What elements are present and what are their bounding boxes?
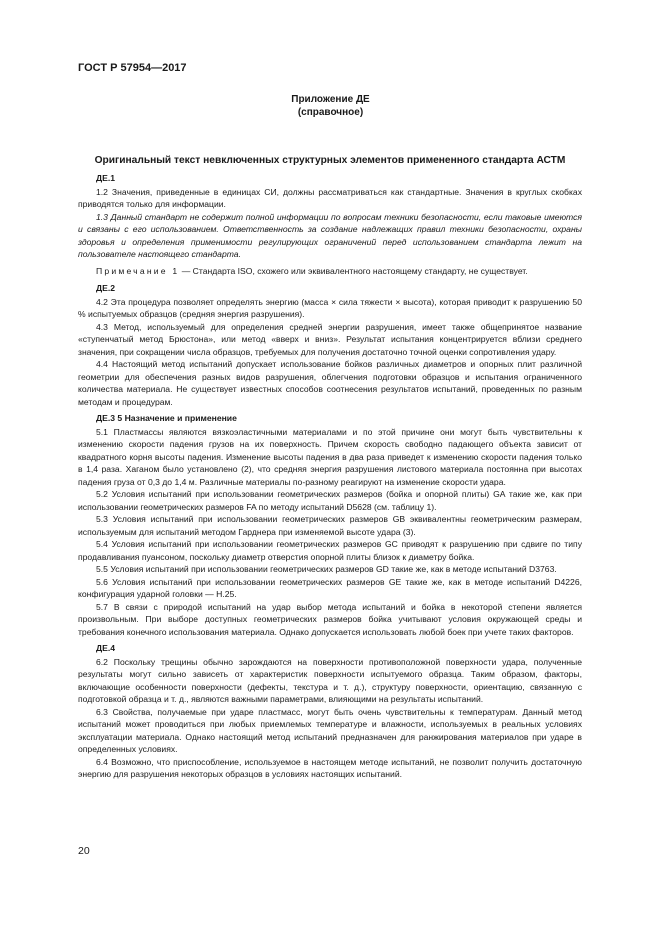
paragraph: 5.6 Условия испытаний при использовании геометрических размеров GE такие же, как в методе испытаний D4226, конфигурация ударной головки — H.25. (78, 576, 582, 599)
section-heading-de4: ДЕ.4 (96, 643, 116, 653)
section-heading-de3: ДЕ.3 5 Назначение и применение (96, 413, 237, 423)
annex-heading (0, 93, 661, 119)
paragraph: 5.5 Условия испытаний при использовании геометрических размеров GD такие же, как в методе испытаний D3763. (96, 564, 557, 574)
note (78, 265, 582, 278)
paragraph: 4.2 Эта процедура позволяет определять энергию (масса × сила тяжести × высота), которая приводит к разрушению 50 % испытуемых образцов (средняя энергия разрушения). (78, 296, 582, 319)
document-body (78, 171, 582, 781)
page-number: 20 (78, 845, 90, 857)
paragraph: 6.4 Возможно, что приспособление, используемое в настоящем методе испытаний, не позволит получить достаточную энергию для разрушения некоторых образцов в условиях настоящих испытаний. (78, 756, 582, 779)
paragraph: 5.2 Условия испытаний при использовании геометрических размеров (бойка и опорной плиты) GA такие же, как при использовании геометрических размеров FA по методу испытаний D5628 (см. таблицу 1). (78, 489, 582, 512)
paragraph: 6.3 Свойства, получаемые при ударе пластмасс, могут быть очень чувствительны к температурам. Данный метод испытаний может проводиться при любых приемлемых температуре и влажности, используемых в реальных условиях эксплуатации материала. Однако настоящий метод испытаний предназначен для ранжирования материалов при ударе в определенных условиях. (78, 706, 582, 754)
annex-subtitle: (справочное) (297, 107, 364, 118)
paragraph: 6.2 Поскольку трещины обычно зарождаются на поверхности противоположной поверхности удара, полученные результаты могут сильно зависеть от характеристик поверхности испытуемого образца. Таким образом, факторы, включающие особенности поверхности (дефекты, текстура и т. д.), структуру поверхности, ориентацию, связанную с подготовкой образца и т. д., являются важными параметрами, влияющими на результаты испытаний. (78, 656, 582, 704)
note-text: — Стандарта ISO, схожего или эквивалентного настоящему стандарту, не существует. (179, 265, 528, 276)
document-title: Оригинальный текст невключенных структурных элементов примененного стандарта АСТМ (94, 155, 566, 166)
paragraph: 5.4 Условия испытаний при использовании геометрических размеров GC приводят к разрушению при сдвиге по типу продавливания пуансоном, поскольку диаметр отверстия опорной плиты близок к диаметру бойка. (78, 539, 582, 562)
section-heading-de2: ДЕ.2 (96, 283, 116, 293)
paragraph: 1.2 Значения, приведенные в единицах СИ, должны рассматриваться как стандартные. Значения в круглых скобках приводятся только для информации. (78, 186, 582, 209)
note-label: Примечание 1 (96, 265, 180, 276)
paragraph: 5.7 В связи с природой испытаний на удар выбор метода испытаний и бойка в некоторой степени является произвольным. При выборе доступных геометрических размеров бойка учитывают условия окружающей среды и требования конечного использования материала. Однако допускается использовать любой боек при учете таких факторов. (78, 601, 582, 637)
section-heading-de1: ДЕ.1 (96, 173, 116, 183)
paragraph: 5.3 Условия испытаний при использовании геометрических размеров GB эквивалентны геометрическим размерам, используемым для испытаний методом Гарднера при изменяемой высоте удара (3). (78, 514, 582, 537)
paragraph-italic: 1.3 Данный стандарт не содержит полной информации по вопросам техники безопасности, если таковые имеются и связаны с его использованием. Ответственность за создание надлежащих правил техники безопасности, охраны здоровья и определения применимости регулирующих ограничений перед использованием стандарта лежит на пользователе настоящего стандарта. (78, 211, 582, 259)
document-code: ГОСТ Р 57954—2017 (78, 62, 187, 74)
paragraph: 4.4 Настоящий метод испытаний допускает использование бойков различных диаметров и опорных плит различной геометрии для обеспечения разных видов разрушения, облегчения подготовки образцов и испытания ограниченного количества материала. Не существует известных способов соотнесения результатов испытаний, проведенных по разным методам и процедурам. (78, 359, 582, 407)
annex-title: Приложение ДЕ (291, 94, 370, 105)
paragraph: 5.1 Пластмассы являются вязкоэластичными материалами и по этой причине они могут быть чувствительны к изменению скорости падения грузов на их поверхность. Причем скорость свободно падающего объекта зависит от квадратного корня высоты падения. Изменение высоты падения в два раза приведет к изменению скорости падения только в 1,4 раза. Хаганом было установлено (2), что средняя энергия разрушения листового материала постоянна при высотах падения груза от 0,3 до 1,4 м. Различные материалы по-разному реагируют на изменение скорости удара. (78, 426, 582, 487)
paragraph: 4.3 Метод, используемый для определения средней энергии разрушения, имеет также общепринятое название «ступенчатый метод Брюстона», или метод «вверх и вниз». Результат испытания концентрируется вблизи среднего значения, при сокращении числа образцов, требуемых для получения достаточно точной оценки сопротивления удару. (78, 321, 582, 357)
